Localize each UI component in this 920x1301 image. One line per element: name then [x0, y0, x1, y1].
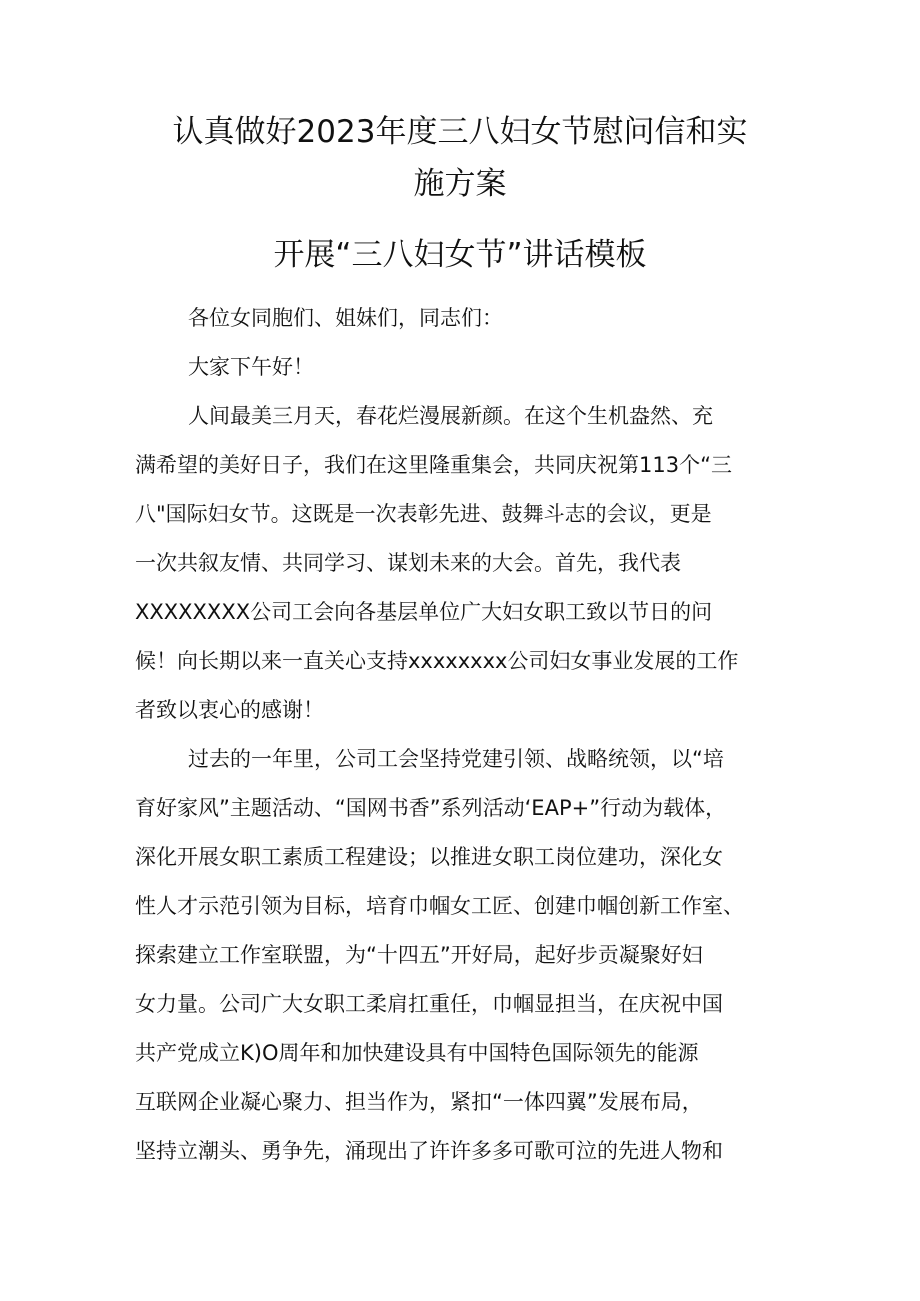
greeting-paragraph: 各位女同胞们、姐妹们，同志们：: [188, 306, 503, 330]
paragraph-2-line: 育好家风”主题活动、“国网书香”系列活动‘EAP+”行动为载体，: [135, 796, 727, 820]
paragraph-1-line: 候！向长期以来一直关心支持xxxxxxxx公司妇女事业发展的工作: [135, 649, 739, 673]
document-body: [135, 294, 785, 1176]
paragraph-2: [135, 735, 785, 1176]
paragraph-1-line: 一次共叙友情、共同学习、谋划未来的大会。首先，我代表: [135, 551, 681, 575]
paragraph-2-line: 深化开展女职工素质工程建设；以推进女职工岗位建功，深化女: [135, 845, 723, 869]
paragraph-1: [135, 392, 785, 735]
document-title-line-2: 施方案: [413, 166, 507, 202]
paragraph-1-line: 八"国际妇女节。这既是一次表彰先进、鼓舞斗志的会议，更是: [135, 502, 712, 526]
paragraph-2-line: 坚持立潮头、勇争先，涌现出了许许多多可歌可泣的先进人物和: [135, 1139, 723, 1163]
paragraph-1-line: 者致以衷心的感谢！: [135, 698, 324, 722]
hello-paragraph: 大家下午好！: [188, 355, 314, 379]
paragraph-2-line: 性人才示范引领为目标，培育巾帼女工匠、创建巾帼创新工作室、: [135, 894, 744, 918]
paragraph-2-line: 共产党成立K)O周年和加快建设具有中国特色国际领先的能源: [135, 1041, 699, 1065]
document-title-line-1: 认真做好2023年度三八妇女节慰问信和实: [172, 114, 748, 150]
paragraph-1-line: 人间最美三月天，春花烂漫展新颜。在这个生机盎然、充: [188, 404, 713, 428]
paragraph-1-line: XXXXXXXX公司工会向各基层单位广大妇女职工致以节日的问: [135, 600, 713, 624]
document-subtitle: 开展“三八妇女节”讲话模板: [273, 237, 647, 273]
paragraph-2-line: 女力量。公司广大女职工柔肩扛重任，巾帼显担当，在庆祝中国: [135, 992, 723, 1016]
paragraph-2-line: 互联网企业凝心聚力、担当作为，紧扣“一体四翼”发展布局，: [135, 1090, 703, 1114]
paragraph-2-line: 探索建立工作室联盟，为“十四五”开好局，起好步贡凝聚好妇: [135, 943, 703, 967]
paragraph-2-line: 过去的一年里，公司工会坚持党建引领、战略统领，以“培: [188, 747, 724, 771]
paragraph-1-line: 满希望的美好日子，我们在这里隆重集会，共同庆祝第113个“三: [135, 453, 732, 477]
